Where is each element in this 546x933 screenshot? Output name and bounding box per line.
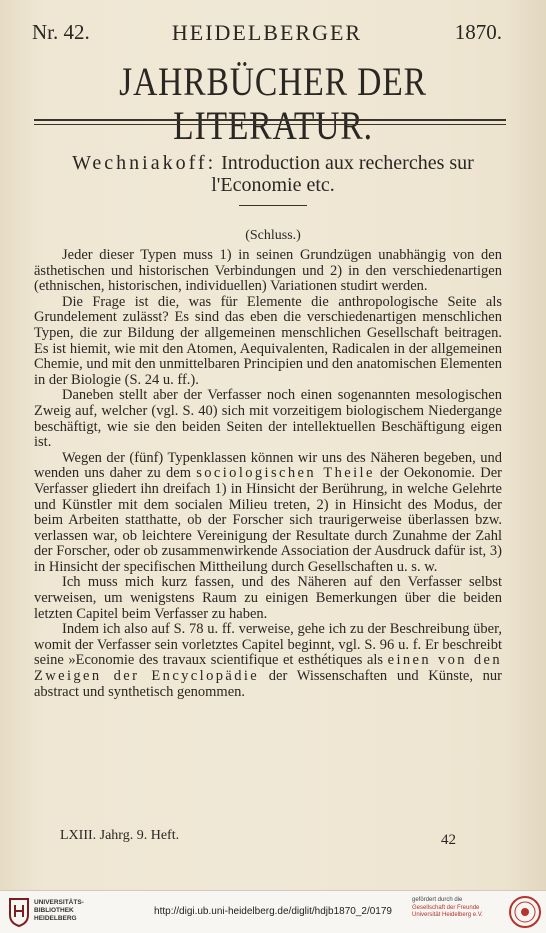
paragraph-5: Ich muss mich kurz fassen, und des Näheren auf den Verfasser selbst verweisen, um wenigstens Raum zu einigen Bemerkungen über die beiden letzten Capitel beim Verfasser zu haben. <box>34 574 502 622</box>
library-name[interactable]: UNIVERSITÄTS- BIBLIOTHEK HEIDELBERG <box>34 899 84 922</box>
sponsor-line-3: Universität Heidelberg e.V. <box>412 912 483 918</box>
paragraph-6-part-b: der Wissenschaften und Künste, nur abstract und synthetisch genommen. <box>34 668 502 700</box>
issue-number: Nr. 42. <box>32 20 90 44</box>
paragraph-4-part-b: der Oekonomie. Der Verfasser gliedert ihn dreifach 1) in Hinsicht der Berührung, in welche Gelehrte und Künstler mit dem socialen Milieu treten, 2) in Hinsicht des Modus, der beim Arbeiten statthatte, ob der Forscher sich traurigerweise überlassen bzw. verlassen war, ob leichtere Vereinigung der Resultate durch Zunahme der Zahl der Forscher, oder ob zusammenwirkende Association der Ausdruck dafür ist, 3) in Hinsicht der specifischen Mittheilung durch Gesellschaften u. s. w. <box>34 465 502 575</box>
paragraph-4-part-a: Wegen der (fünf) Typenklassen können wir uns des Näheren begeben, und wenden uns daher zu dem <box>34 449 502 482</box>
title-rule <box>239 205 307 206</box>
article-body <box>34 248 502 700</box>
paragraph-6-part-a: Indem ich also auf S. 78 u. ff. verweise, gehe ich zu der Beschreibung über, womit der Verfasser sein vorletztes Capitel beginnt, vgl. S. 96 u. f. Er beschreibt seine »Economie des travaux scientifique et esthétiques als <box>34 621 502 669</box>
university-seal-icon[interactable] <box>508 895 542 929</box>
journal-title: JAHRBÜCHER DER LITERATUR. <box>119 59 427 148</box>
paragraph-6 <box>34 622 502 700</box>
article-author: Wechniakoff: <box>72 152 217 174</box>
sponsor-line-1: gefördert durch die <box>412 897 463 903</box>
article-title <box>40 152 506 196</box>
page-number: 42 <box>441 832 456 848</box>
issue-year: 1870. <box>454 20 502 44</box>
paragraph-3: Daneben stellt aber der Verfasser noch einen sogenannten mesologischen Zweig auf, welcher (vgl. S. 40) sich mit vorzeitigem biologischem Niedergange beschäftigt, wie sie den beiden Seiten der intellektuellen Beschäftigung eigen ist. <box>34 387 502 451</box>
sponsor-line-2: Gesellschaft der Freunde <box>412 904 480 911</box>
article-title-line2: l'Economie etc. <box>211 174 335 196</box>
signature-mark: LXIII. Jahrg. 9. Heft. <box>60 828 180 843</box>
paragraph-6-spaced: einen von den Zweigen der Encyclopädie <box>34 652 502 685</box>
permalink-url[interactable]: http://digi.ub.uni-heidelberg.de/diglit/hdjb1870_2/0179 <box>154 906 392 917</box>
header-rule-thick <box>34 119 506 121</box>
header-rule-thin <box>34 124 506 125</box>
article-subtitle: (Schluss.) <box>245 228 301 243</box>
paragraph-4-spaced: sociologischen Theile <box>196 465 375 482</box>
paragraph-4 <box>34 451 502 576</box>
header-name: HEIDELBERGER <box>171 20 363 45</box>
viewer-footer-bar <box>0 890 546 933</box>
paragraph-1: Jeder dieser Typen muss 1) in seinen Grundzügen unabhängig von den ästhetischen und historischen Verbindungen und 2) in den verschiedenartigen (ethnischen, historischen, individuellen) Variationen studirt werden. <box>34 247 502 295</box>
running-header <box>32 16 502 48</box>
sponsor-note[interactable] <box>412 897 502 920</box>
article-title-line1: Introduction aux recherches sur <box>216 152 474 174</box>
paragraph-2: Die Frage ist die, was für Elemente die anthropologische Seite als Grundelement zulässt? Es sind das eben die verschiedenartigen menschlichen Typen, die zur Bildung der allgemeinen menschlichen Gesellschaft beitragen. Es ist hiemit, wie mit den Atomen, Aequivalenten, Radicalen in der allgemeinen Chemie, und mit den unmittelbaren Principien und den anatomischen Elementen in der Biologie (S. 24 u. ff.). <box>34 293 502 388</box>
